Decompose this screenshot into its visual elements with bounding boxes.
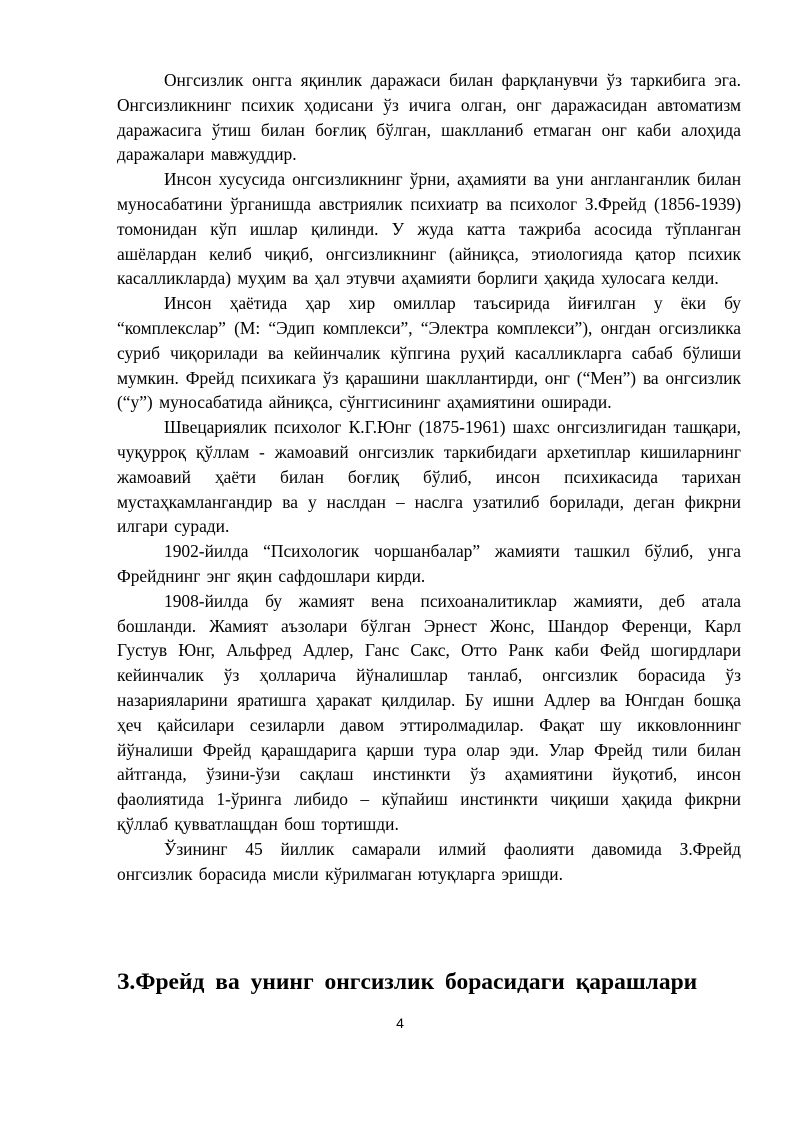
page-number: 4: [396, 1015, 404, 1031]
paragraph-1908-vienna-society: 1908-йилда бу жамият вена психоаналитиклар жамияти, деб атала бошланди. Жамият аъзолари бўлган Эрнест Жонс, Шандор Ференци, Карл Густув Юнг, Альфред Адлер, Ганс Сакс, Отто Ранк каби Фейд шогирдлари кейинчалик ўз ҳолларича йўналишлар танлаб, онгсизлик борасида ўз назарияларини яратишга ҳаракат қилдилар. Бу ишни Адлер ва Юнгдан бошқа ҳеч қайсилари сезиларли давом эттиролмадилар. Фақат шу икковлоннинг йўналиши Фрейд қарашдарига қарши тура олар эди. Улар Фрейд тили билан айтганда, ўзини-ўзи сақлаш инстинкти ўз аҳамиятини йуқотиб, инсон фаолиятида 1-ўрингa либидо – кўпайиш инстинкти чиқиши ҳақида фикрни қўллаб қувватлащдан бош тортишди.: [117, 590, 741, 834]
paragraph-jung: Швецариялик психолог К.Г.Юнг (1875-1961) шахс онгсизлигидан ташқари, чуқурроқ қўллам - жамоавий онгсизлик таркибидаги архетиплар кишиларнинг жамоавий ҳаёти билан боғлиқ бўлиб, инсон психикасида тарихан мустаҳкамлангандир ва у наслдан – наслга узатилиб борилади, деган фикрни илгари суради.: [117, 417, 741, 537]
paragraph-complexes: Инсон ҳаётида ҳар хир омиллар таъсирида йиғилган у ёки бу “комплекслар” (М: “Эдип комплекси”, “Электра комплекси”), онгдан огсизликка суриб чиқорилади ва кейинчалик кўпгина руҳий касалликларга сабаб бўлиши мумкин. Фрейд психикага ўз қарашини шакллантирди, онг (“Мен”) ва онгсизлик (“у”) муносабатида айниқса, сўнггисининг аҳамиятини оширади.: [117, 293, 741, 413]
paragraph-unconscious-levels: Онгсизлик онгга яқинлик даражаси билан фарқланувчи ўз таркибига эга. Онгсизликнинг психик ҳодисани ўз ичига олган, онг даражасидан автоматизм даражасига ўтиш билан боғлиқ бўлган, шаклланиб етмаган онг каби алоҳида даражалари мавжуддир.: [117, 70, 741, 165]
paragraph-freud-research: Инсон хусусида онгсизликнинг ўрни, аҳамияти ва уни англанганлик билан муносабатини ўрганишда австриялик психиатр ва психолог З.Фрейд (1856-1939) томонидан кўп ишлар қилинди. У жуда катта тажриба асосида тўпланган ашёлардан келиб чиқиб, онгсизликнинг (айниқса, этиологияда қатор психик касалликларда) муҳим ва ҳал этувчи аҳамияти борлиги ҳақида хулосага келди.: [117, 169, 741, 289]
page-body: [117, 68, 741, 886]
paragraph-1902-society: 1902-йилда “Психологик чоршанбалар” жамияти ташкил бўлиб, унга Фрейднинг энг яқин сафдошлари кирди.: [117, 541, 741, 586]
section-heading: З.Фрейд ва унинг онгсизлик борасидаги қарашлари: [117, 969, 698, 995]
paragraph-freud-achievements: Ўзининг 45 йиллик самарали илмий фаолияти давомида З.Фрейд онгсизлик борасида мисли кўрилмаган ютуқларга эришди.: [117, 838, 741, 884]
